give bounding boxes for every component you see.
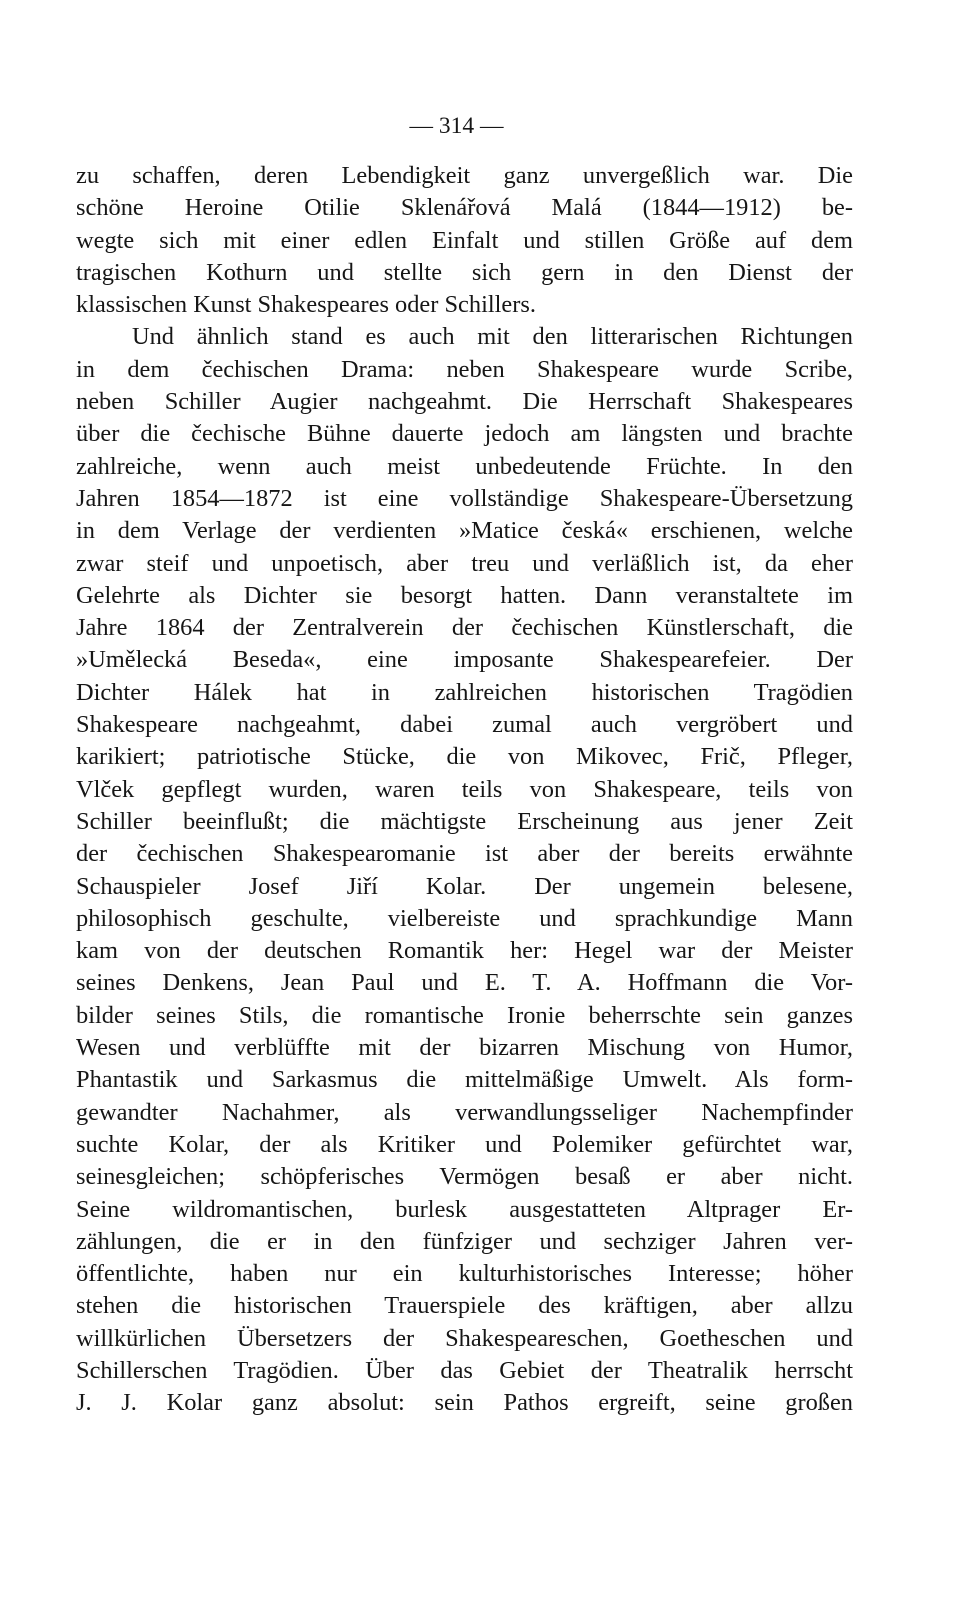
text-line: philosophisch geschulte, vielbereiste und sprachkundige Mann <box>76 904 853 932</box>
text-line: der čechischen Shakespearomanie ist aber der bereits erwähnte <box>76 840 853 868</box>
text-line: bilder seines Stils, die romantische Ironie beherrschte sein ganzes <box>76 1001 853 1029</box>
text-line: Und ähnlich stand es auch mit den litterarischen Richtungen <box>132 323 853 351</box>
text-line: stehen die historischen Trauerspiele des kräftigen, aber allzu <box>76 1292 853 1320</box>
text-line: neben Schiller Augier nachgeahmt. Die Herrschaft Shakespeares <box>76 388 853 416</box>
book-page <box>76 0 853 1611</box>
text-line: kam von der deutschen Romantik her: Hegel war der Meister <box>76 937 853 965</box>
text-line: gewandter Nachahmer, als verwandlungsseliger Nachempfinder <box>76 1098 853 1126</box>
text-line: zählungen, die er in den fünfziger und sechziger Jahren ver- <box>76 1227 853 1255</box>
text-line: schöne Heroine Otilie Sklenářová Malá (1844—1912) be- <box>76 194 853 222</box>
text-line: in dem Verlage der verdienten »Matice česká« erschienen, welche <box>76 517 853 545</box>
text-line: Gelehrte als Dichter sie besorgt hatten. Dann veranstaltete im <box>76 581 853 609</box>
text-line: klassischen Kunst Shakespeares oder Schillers. <box>76 291 536 319</box>
text-line: willkürlichen Übersetzers der Shakespeareschen, Goetheschen und <box>76 1324 853 1352</box>
text-line: seinesgleichen; schöpferisches Vermögen besaß er aber nicht. <box>76 1163 853 1191</box>
body-text <box>76 160 853 1420</box>
text-line: Phantastik und Sarkasmus die mittelmäßige Umwelt. Als form- <box>76 1066 853 1094</box>
text-line: Seine wildromantischen, burlesk ausgestatteten Altprager Er- <box>76 1195 853 1223</box>
text-line: karikiert; patriotische Stücke, die von Mikovec, Frič, Pfleger, <box>76 743 853 771</box>
text-line: seines Denkens, Jean Paul und E. T. A. Hoffmann die Vor- <box>76 969 853 997</box>
text-line: Schauspieler Josef Jiří Kolar. Der ungemein belesene, <box>76 872 853 900</box>
page-number: — 314 — <box>409 113 504 139</box>
text-line: tragischen Kothurn und stellte sich gern in den Dienst der <box>76 258 853 286</box>
text-line: zwar steif und unpoetisch, aber treu und verläßlich ist, da eher <box>76 549 853 577</box>
text-line: Shakespeare nachgeahmt, dabei zumal auch vergröbert und <box>76 711 853 739</box>
text-line: über die čechische Bühne dauerte jedoch am längsten und brachte <box>76 420 853 448</box>
text-line: Dichter Hálek hat in zahlreichen historischen Tragödien <box>76 678 853 706</box>
text-line: Schillerschen Tragödien. Über das Gebiet der Theatralik herrscht <box>76 1356 853 1384</box>
text-line: J. J. Kolar ganz absolut: sein Pathos ergreift, seine großen <box>76 1389 853 1417</box>
text-line: Jahre 1864 der Zentralverein der čechischen Künstlerschaft, die <box>76 614 853 642</box>
text-line: suchte Kolar, der als Kritiker und Polemiker gefürchtet war, <box>76 1130 853 1158</box>
text-line: zahlreiche, wenn auch meist unbedeutende Früchte. In den <box>76 452 853 480</box>
text-line: »Umělecká Beseda«, eine imposante Shakespearefeier. Der <box>76 646 853 674</box>
text-line: Wesen und verblüffte mit der bizarren Mischung von Humor, <box>76 1034 853 1062</box>
text-line: Jahren 1854—1872 ist eine vollständige Shakespeare-Übersetzung <box>76 484 853 512</box>
text-line: wegte sich mit einer edlen Einfalt und stillen Größe auf dem <box>76 226 853 254</box>
text-line: öffentlichte, haben nur ein kulturhistorisches Interesse; höher <box>76 1260 853 1288</box>
text-line: in dem čechischen Drama: neben Shakespeare wurde Scribe, <box>76 355 853 383</box>
text-line: zu schaffen, deren Lebendigkeit ganz unvergeßlich war. Die <box>76 162 853 189</box>
text-line: Vlček gepflegt wurden, waren teils von Shakespeare, teils von <box>76 775 853 803</box>
text-line: Schiller beeinflußt; die mächtigste Erscheinung aus jener Zeit <box>76 807 853 835</box>
